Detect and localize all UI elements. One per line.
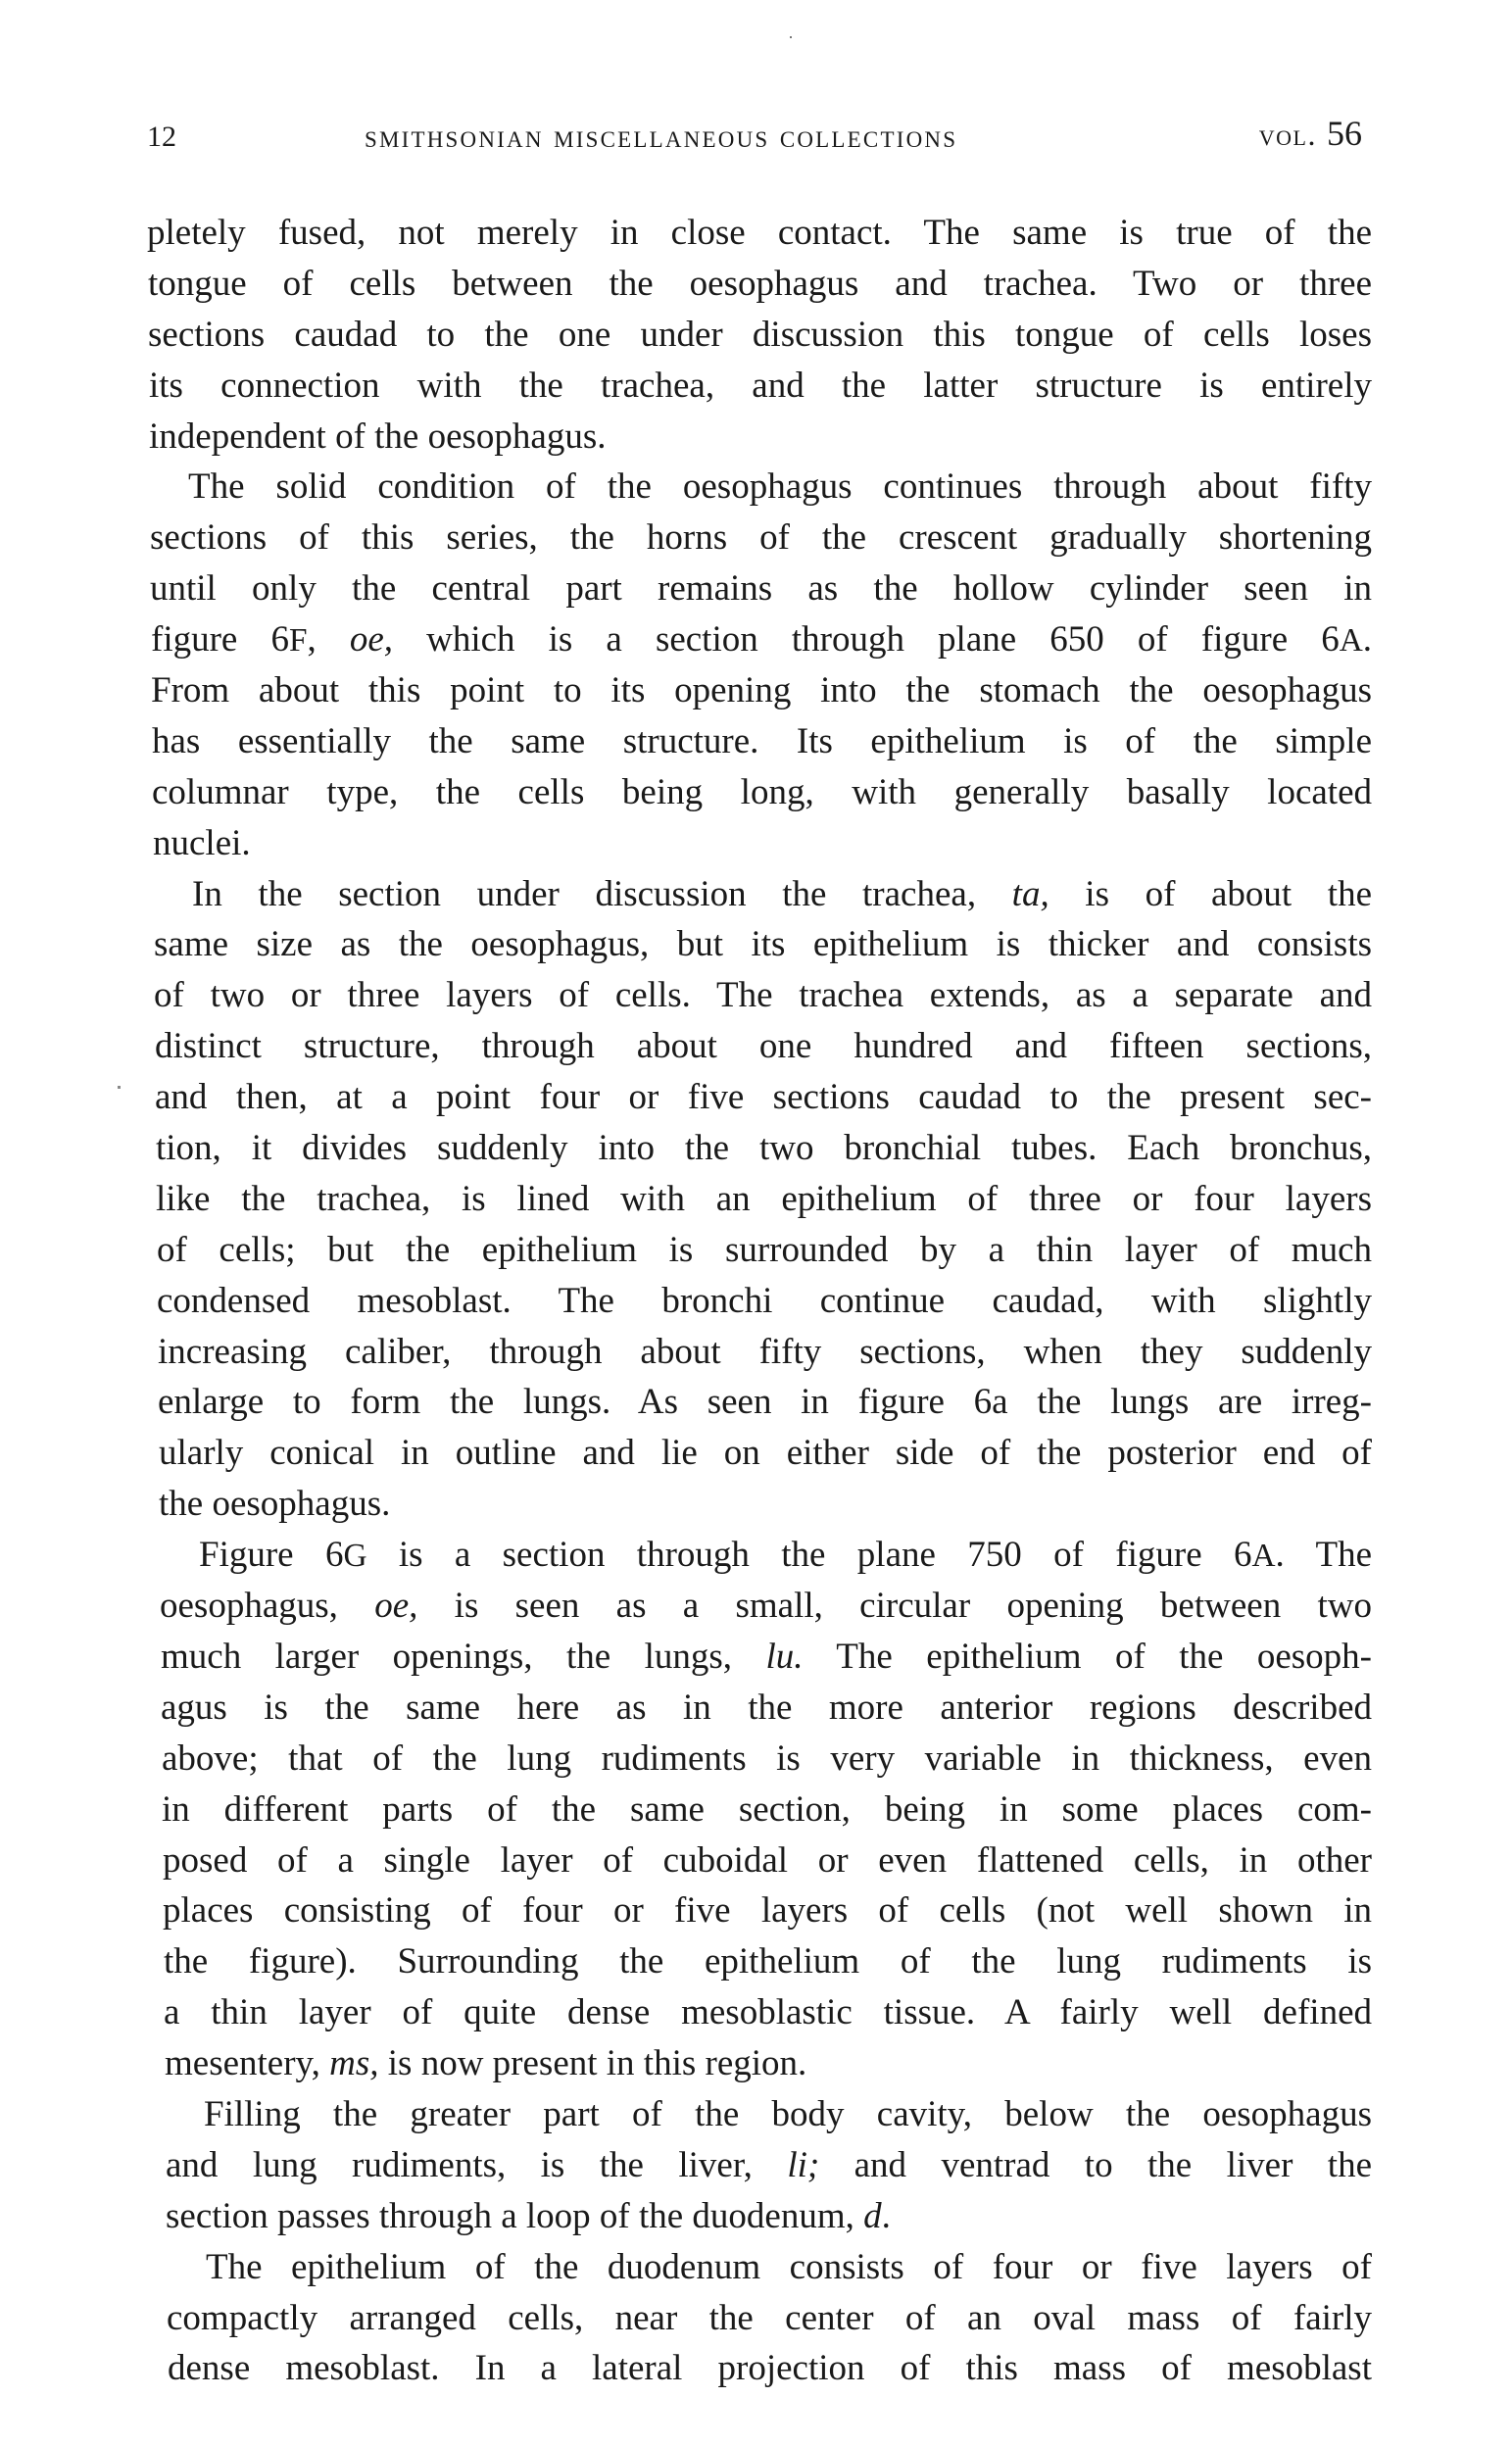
text-line: enlarge to form the lungs. As seen in figure 6a the lungs are irreg- [158, 1382, 1372, 1423]
text-line [153, 869, 1372, 920]
page-number: 12 [147, 121, 176, 153]
text-line: nuclei. [153, 822, 251, 863]
text-line [160, 1530, 1372, 1581]
text-segment: oesophagus, [160, 1586, 375, 1627]
text-line: distinct structure, through about one hundred and fifteen sections, [155, 1026, 1372, 1067]
text-segment: is now present in this region. [378, 2043, 807, 2084]
text-line: its connection with the trachea, and the latter structure is entirely [149, 365, 1372, 406]
text-line: tion, it divides suddenly into the two bronchial tubes. Each bronchus, [156, 1128, 1372, 1169]
figure-letter: F [288, 622, 308, 660]
text-line: The solid condition of the oesophagus continues through about fifty [188, 466, 1372, 508]
volume-number: 56 [1327, 114, 1362, 153]
text-line: above; that of the lung rudiments is very variable in thickness, even [162, 1737, 1372, 1779]
text-line: dense mesoblast. In a lateral projection of this mass of mesoblast [168, 2348, 1372, 2389]
text-segment: In the section under discussion the trachea, [192, 873, 1012, 914]
abbreviation-oe: oe, [374, 1586, 418, 1627]
text-segment: , [307, 619, 350, 661]
text-line: increasing caliber, through about fifty sections, when they suddenly [158, 1331, 1372, 1372]
text-segment: which is a section through plane 650 of figure 6 [393, 619, 1340, 661]
text-line: of cells; but the epithelium is surrounded by a thin layer of much [157, 1229, 1372, 1270]
paragraph [147, 869, 1372, 1531]
text-line [160, 1581, 1372, 1632]
text-line: Filling the greater part of the body cavity, below the oesophagus [204, 2093, 1372, 2134]
text-line: The epithelium of the duodenum consists of four or five layers of [206, 2246, 1372, 2287]
text-line: a thin layer of quite dense mesoblastic tissue. A fairly well defined [164, 1992, 1372, 2033]
paragraph [147, 2089, 1372, 2242]
text-segment: The epithelium of the oesoph- [803, 1636, 1372, 1677]
text-segment: . [881, 2195, 891, 2236]
text-line: the figure). Surrounding the epithelium of the lung rudiments is [164, 1941, 1372, 1982]
text-line: sections of this series, the horns of the crescent gradually shortening [150, 517, 1372, 559]
text-line: same size as the oesophagus, but its epithelium is thicker and consists [154, 924, 1372, 965]
text-line: compactly arranged cells, near the center of an oval mass of fairly [167, 2297, 1372, 2338]
text-line: in different parts of the same section, being in some places com- [162, 1788, 1372, 1830]
text-segment: is seen as a small, circular opening between two [417, 1586, 1372, 1627]
text-line: tongue of cells between the oesophagus and trachea. Two or three [148, 263, 1372, 304]
abbreviation-li: li; [787, 2144, 820, 2185]
text-line: agus is the same here as in the more anterior regions described [161, 1687, 1372, 1728]
text-segment: mesentery, [165, 2043, 330, 2084]
abbreviation-d: d [863, 2195, 882, 2236]
volume-indicator [1259, 112, 1362, 158]
scan-speck [790, 36, 792, 38]
text-line [165, 2038, 1372, 2089]
text-line: columnar type, the cells being long, with generally basally located [152, 771, 1372, 812]
text-line: independent of the oesophagus. [149, 416, 607, 457]
text-segment: and ventrad to the liver the [819, 2144, 1373, 2185]
volume-label: vol. [1258, 117, 1317, 152]
text-segment: is of about the [1049, 873, 1372, 914]
text-line: like the trachea, is lined with an epithelium of three or four layers [156, 1178, 1372, 1219]
abbreviation-lu: lu. [765, 1636, 804, 1677]
text-line [151, 614, 1372, 665]
text-line: places consisting of four or five layers of cells (not well shown in [163, 1890, 1372, 1932]
text-line [166, 2140, 1372, 2191]
text-line: posed of a single layer of cuboidal or even flattened cells, in other [163, 1839, 1372, 1881]
text-segment: is a section through the plane 750 of figure 6 [366, 1535, 1252, 1576]
margin-speck [118, 1086, 121, 1089]
text-segment: Figure 6 [199, 1535, 344, 1576]
text-segment: and lung rudiments, is the liver, [166, 2144, 788, 2185]
text-segment: section passes through a loop of the duodenum, [166, 2195, 864, 2236]
text-segment: much larger openings, the lungs, [161, 1636, 766, 1677]
paragraph [147, 208, 1372, 462]
abbreviation-oe: oe, [349, 619, 394, 661]
text-line [166, 2191, 1372, 2242]
text-line: of two or three layers of cells. The trachea extends, as a separate and [154, 975, 1372, 1016]
text-segment: . [1362, 619, 1373, 661]
figure-letter: A [1251, 1538, 1276, 1575]
paragraph [147, 1530, 1372, 2089]
text-segment: . The [1275, 1535, 1373, 1576]
running-head [147, 116, 1362, 159]
paragraph [147, 462, 1372, 868]
text-line: pletely fused, not merely in close contact. The same is true of the [147, 213, 1372, 253]
text-line [161, 1632, 1372, 1683]
text-line: sections caudad to the one under discussion this tongue of cells loses [148, 314, 1372, 355]
figure-letter: G [343, 1538, 367, 1575]
abbreviation-ta: ta, [1011, 873, 1049, 914]
text-line: From about this point to its opening into the stomach the oesophagus [151, 670, 1372, 711]
text-line: ularly conical in outline and lie on either side of the posterior end of [159, 1433, 1372, 1474]
series-title: smithsonian miscellaneous collections [365, 120, 958, 155]
text-line: and then, at a point four or five sections caudad to the present sec- [155, 1077, 1372, 1118]
text-line: the oesophagus. [159, 1484, 391, 1525]
abbreviation-ms: ms, [329, 2043, 379, 2084]
text-line: until only the central part remains as the hollow cylinder seen in [150, 568, 1372, 610]
text-line: condensed mesoblast. The bronchi continue caudad, with slightly [157, 1280, 1372, 1321]
paragraph [147, 2242, 1372, 2395]
figure-letter: A [1339, 622, 1363, 660]
text-line: has essentially the same structure. Its epithelium is of the simple [152, 720, 1372, 761]
text-segment: figure 6 [151, 619, 289, 661]
body-text [147, 208, 1372, 2394]
